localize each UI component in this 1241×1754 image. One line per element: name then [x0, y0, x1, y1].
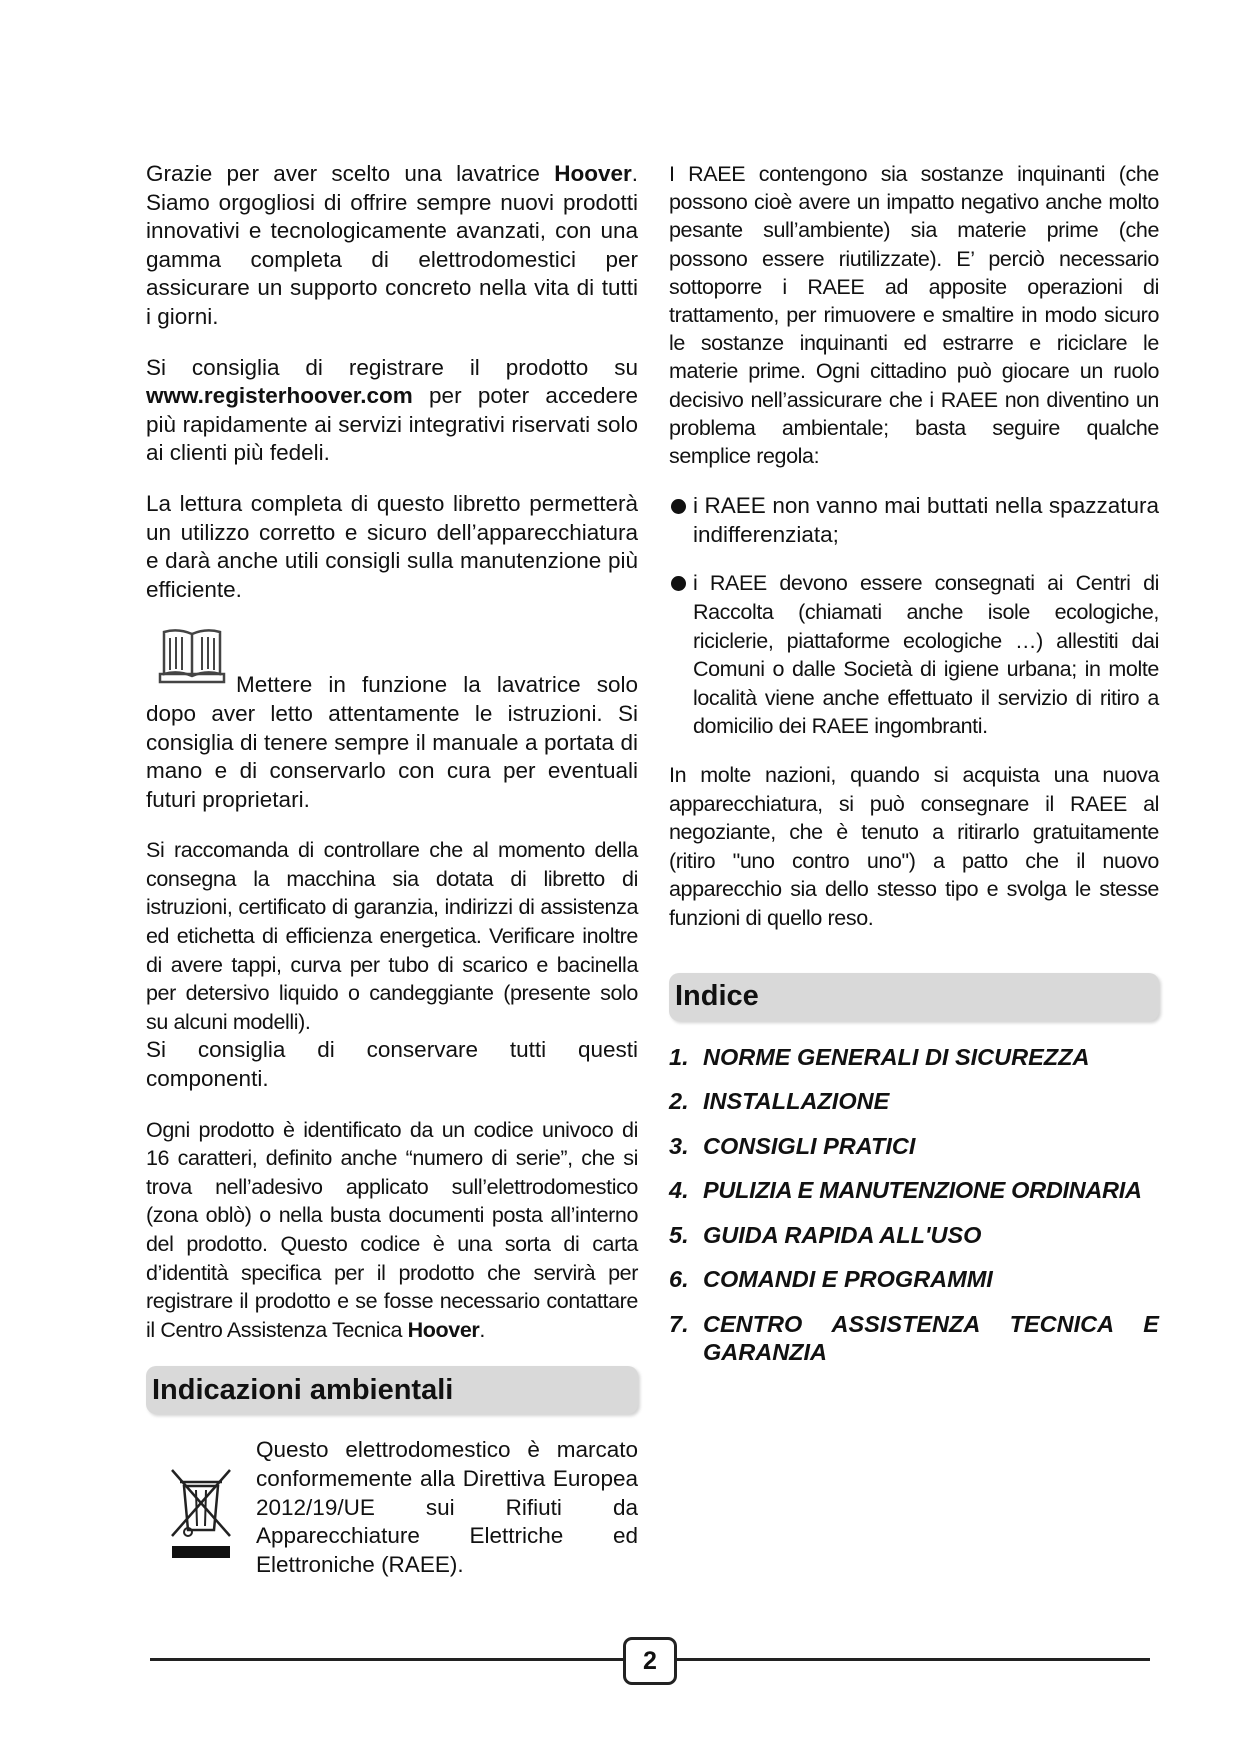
right-column [669, 160, 1159, 1382]
brand-name: Hoover [407, 1317, 480, 1342]
retailer-paragraph: In molte nazioni, quando si acquista una nuova apparecchiatura, si può consegnare il RAEE al negoziante, che è tenuto a ritirarlo gratuitamente (ritiro "uno contro uno") a patto che il nuovo apparecchio sia dello stesso tipo e svolga le stesse funzioni di quello reso. [669, 762, 1159, 930]
manual-notice: Mettere in funzione la lavatrice solo dopo aver letto attentamente le istruzioni. Si consiglia di tenere sempre il manuale a portata di mano e di conservarlo con cura per eventuali futuri proprietari. [146, 626, 638, 814]
bullet-item: i RAEE devono essere consegnati ai Centri di Raccolta (chiamati anche isole ecologiche, riciclerie, piattaforme ecologiche …) allestiti dai Comuni o dalle Società di igiene urbana; in molte località viene anche effettuato il servizio di ritiro a domicilio dei RAEE ingombranti. [669, 569, 1159, 741]
serial-number-paragraph: Ogni prodotto è identificato da un codice univoco di 16 caratteri, definito anche “numero di serie”, che si trova nell’adesivo applicato sull’elettrodomestico (zona oblò) o nella busta documenti posta all’interno del prodotto. Questo codice è una sorta di carta d’identità specifica per il prodotto che servirà per registrare il prodotto e se fosse necessario contattare il Centro Assistenza Tecnica Hoover. [146, 1117, 638, 1342]
intro-paragraph: Grazie per aver scelto una lavatrice Hoover. Siamo orgogliosi di offrire sempre nuovi prodotti innovativi e tecnologicamente avanzati, con una gamma completa di elettrodomestici per assicurare un supporto concreto nella vita di tutti i giorni. [146, 161, 638, 329]
left-column [146, 160, 638, 1579]
toc-item[interactable]: 7. CENTRO ASSISTENZA TECNICA E GARANZIA [669, 1310, 1159, 1365]
footer-rule-right [677, 1658, 1150, 1661]
table-of-contents [669, 1043, 1159, 1366]
page-number: 2 [623, 1637, 677, 1685]
bullet-item: i RAEE non vanno mai buttati nella spazzatura indifferenziata; [669, 492, 1159, 549]
bullet-dot-icon [671, 499, 686, 514]
environment-heading: Indicazioni ambientali [146, 1366, 638, 1414]
raee-intro-paragraph: I RAEE contengono sia sostanze inquinanti (che possono cioè avere un impatto negativo anche molto pesante sull’ambiente) sia materie prime (che possono essere riutilizzate). E’ perciò necessario sottoporre i RAEE ad apposite operazioni di trattamento, per rimuovere e smaltire in modo sicuro le sostanze inquinanti ed estrarre e riciclare le materie prime. Ogni cittadino può giocare un ruolo decisivo nell’assicurare che i RAEE non diventino un problema ambientale; basta seguire qualche semplice regola: [669, 162, 1159, 469]
brand-name: Hoover [554, 161, 632, 186]
register-url[interactable]: www.registerhoover.com [146, 383, 413, 409]
toc-item[interactable]: 5. GUIDA RAPIDA ALL'USO [669, 1221, 982, 1248]
index-heading: Indice [669, 973, 1159, 1021]
keep-components-paragraph: Si consiglia di conservare tutti questi componenti. [146, 1037, 638, 1092]
toc-item[interactable]: 6. COMANDI E PROGRAMMI [669, 1266, 993, 1293]
toc-item[interactable]: 3. CONSIGLI PRATICI [669, 1132, 916, 1159]
open-book-icon [158, 626, 226, 684]
bullet-dot-icon [671, 576, 686, 591]
toc-item[interactable]: 4. PULIZIA E MANUTENZIONE ORDINARIA [669, 1177, 1142, 1204]
crossed-bin-icon [168, 1464, 234, 1560]
raee-marking: Questo elettrodomestico è marcato conformemente alla Direttiva Europea 2012/19/UE sui Rifiuti da Apparecchiature Elettriche ed Elettroniche (RAEE). [146, 1436, 638, 1579]
delivery-check-paragraph: Si raccomanda di controllare che al momento della consegna la macchina sia dotata di libretto di istruzioni, certificato di garanzia, indirizzi di assistenza ed etichetta di efficienza energetica. Verificare inoltre di avere tappi, curva per tubo di scarico e bacinella per detersivo liquido o candeggiante (presente solo su alcuni modelli). [146, 838, 638, 1034]
footer-rule-left [150, 1658, 623, 1661]
toc-item[interactable]: 2. INSTALLAZIONE [669, 1088, 890, 1115]
toc-item[interactable]: 1. NORME GENERALI DI SICUREZZA [669, 1043, 1090, 1070]
reading-paragraph: La lettura completa di questo libretto permetterà un utilizzo corretto e sicuro dell’apparecchiatura e darà anche utili consigli sulla manutenzione più efficiente. [146, 490, 638, 602]
register-paragraph: Si consiglia di registrare il prodotto su www.registerhoover.com per poter accedere più rapidamente ai servizi integrativi riservati solo ai clienti più fedeli. [146, 354, 638, 466]
